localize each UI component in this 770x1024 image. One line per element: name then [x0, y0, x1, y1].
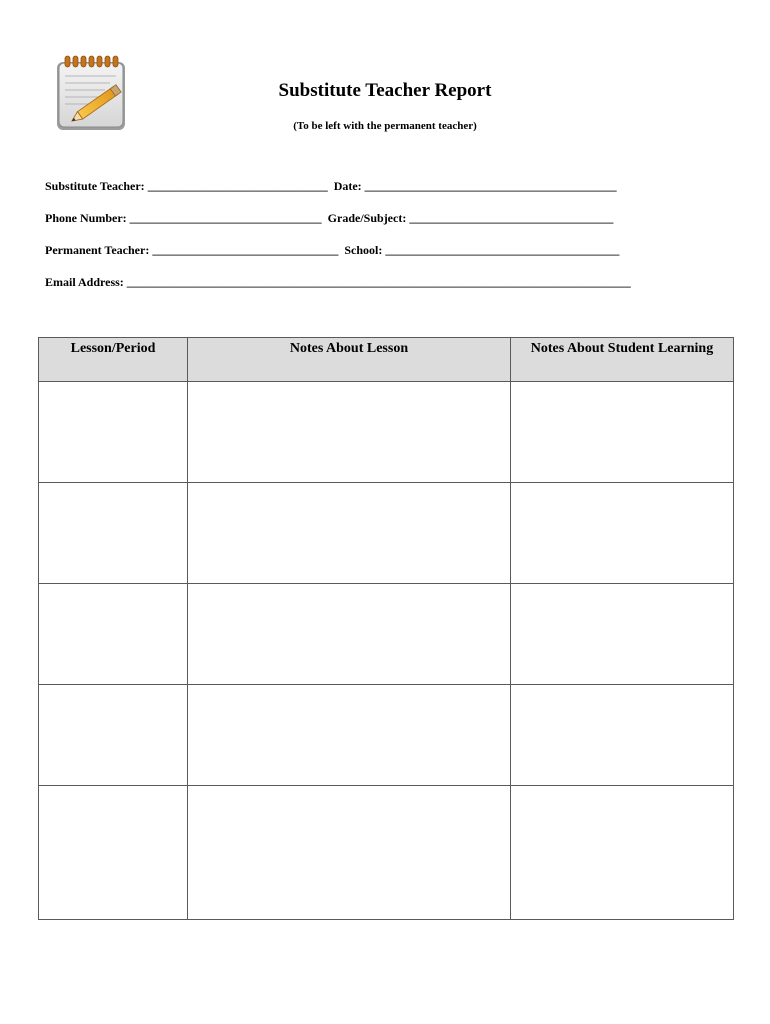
- notes-about-lesson-cell[interactable]: [188, 483, 511, 584]
- lesson-period-cell[interactable]: [39, 483, 188, 584]
- form-row-substitute-date: [45, 179, 617, 194]
- permanent-teacher-label: Permanent Teacher:: [45, 243, 150, 257]
- notes-about-student-learning-cell[interactable]: [511, 685, 734, 786]
- school-field[interactable]: _______________________________________: [385, 243, 620, 257]
- table-row: [39, 584, 734, 685]
- table-header-row: [39, 338, 734, 382]
- table-row: [39, 382, 734, 483]
- column-header-lesson-period: Lesson/Period: [39, 338, 188, 382]
- lesson-period-cell[interactable]: [39, 584, 188, 685]
- grade-subject-label: Grade/Subject:: [327, 211, 407, 225]
- table-row: [39, 483, 734, 584]
- notepad-pencil-icon: [50, 52, 136, 138]
- school-label: School:: [344, 243, 383, 257]
- phone-number-field[interactable]: ________________________________: [129, 211, 322, 225]
- notes-about-student-learning-cell[interactable]: [511, 483, 734, 584]
- table-row: [39, 685, 734, 786]
- form-row-email: [45, 275, 631, 290]
- permanent-teacher-field[interactable]: _______________________________: [152, 243, 339, 257]
- grade-subject-field[interactable]: __________________________________: [409, 211, 614, 225]
- column-header-notes-about-student-learning: Notes About Student Learning: [511, 338, 734, 382]
- page-subtitle: (To be left with the permanent teacher): [293, 120, 477, 132]
- email-address-label: Email Address:: [45, 275, 124, 289]
- table-row: [39, 786, 734, 920]
- lesson-notes-table: [38, 337, 734, 920]
- lesson-period-cell[interactable]: [39, 685, 188, 786]
- substitute-teacher-label: Substitute Teacher:: [45, 179, 145, 193]
- phone-number-label: Phone Number:: [45, 211, 127, 225]
- date-field[interactable]: __________________________________________: [364, 179, 617, 193]
- column-header-notes-about-lesson: Notes About Lesson: [188, 338, 511, 382]
- page-title: Substitute Teacher Report: [278, 80, 492, 101]
- substitute-teacher-field[interactable]: ______________________________: [147, 179, 328, 193]
- notes-about-lesson-cell[interactable]: [188, 786, 511, 920]
- form-row-phone-grade: [45, 211, 613, 226]
- notes-about-student-learning-cell[interactable]: [511, 584, 734, 685]
- form-row-permanent-school: [45, 243, 619, 258]
- notes-about-lesson-cell[interactable]: [188, 685, 511, 786]
- email-address-field[interactable]: ____________________________________________________________________________________: [126, 275, 631, 289]
- notes-about-lesson-cell[interactable]: [188, 382, 511, 483]
- notes-about-student-learning-cell[interactable]: [511, 382, 734, 483]
- notes-about-student-learning-cell[interactable]: [511, 786, 734, 920]
- lesson-period-cell[interactable]: [39, 786, 188, 920]
- notes-about-lesson-cell[interactable]: [188, 584, 511, 685]
- date-label: Date:: [333, 179, 362, 193]
- lesson-period-cell[interactable]: [39, 382, 188, 483]
